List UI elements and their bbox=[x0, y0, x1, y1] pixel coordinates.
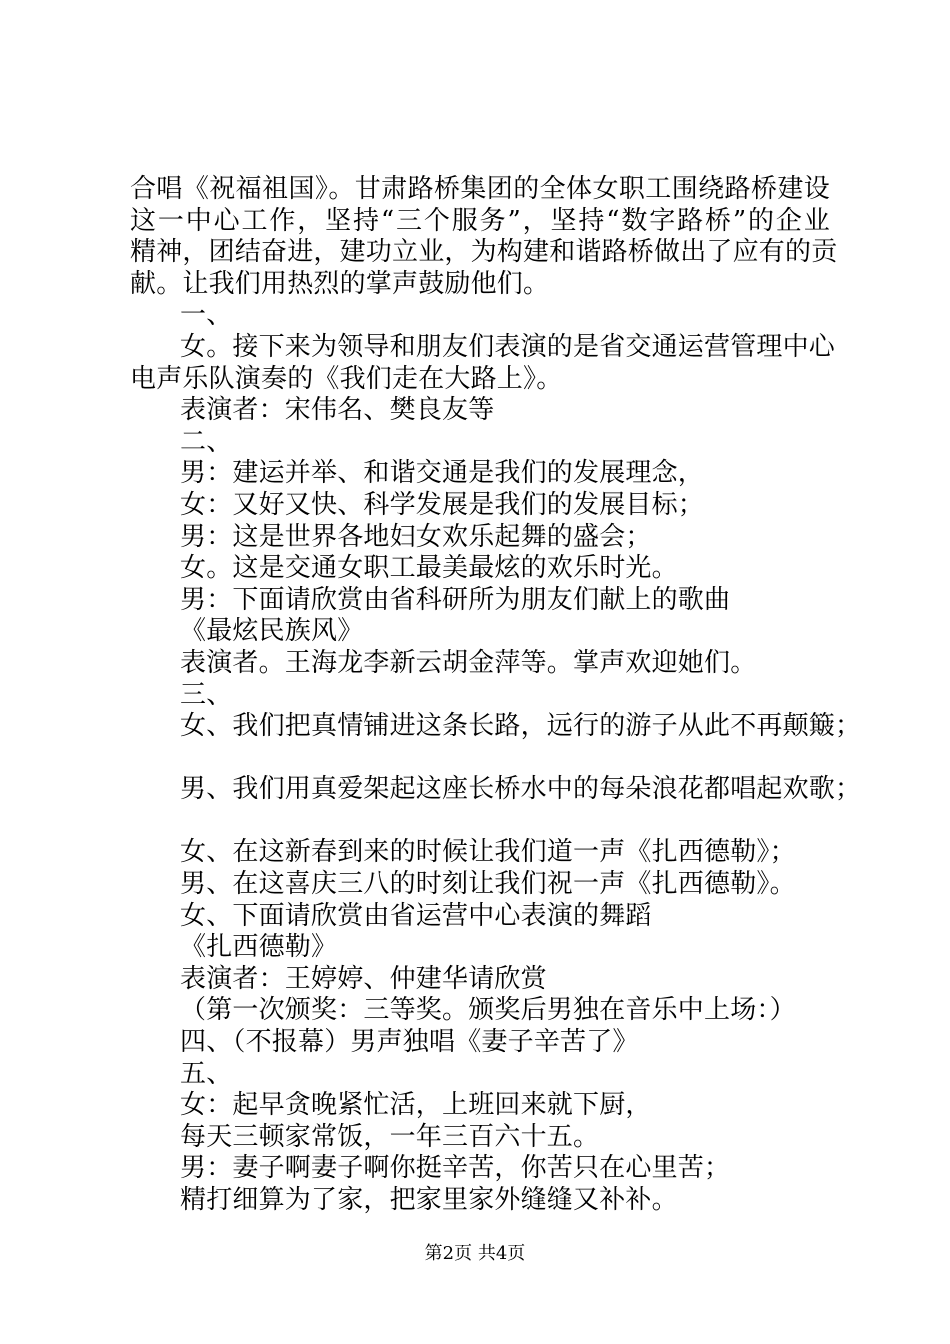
text-line: 男、在这喜庆三八的时刻让我们祝一声《扎西德勒》。 bbox=[180, 869, 796, 900]
text-line: 男：下面请欣赏由省科研所为朋友们献上的歌曲 bbox=[180, 584, 731, 615]
text-line: 这一中心工作，坚持“三个服务”，坚持“数字路桥”的企业 bbox=[130, 205, 830, 236]
song-title: 《最炫民族风》 bbox=[180, 616, 364, 647]
section-heading-3: 三、 bbox=[180, 679, 233, 710]
text-line: 男、我们用真爱架起这座长桥水中的每朵浪花都唱起欢歌； bbox=[180, 774, 862, 805]
text-line: 女、在这新春到来的时候让我们道一声《扎西德勒》； bbox=[180, 837, 796, 868]
dance-title: 《扎西德勒》 bbox=[180, 932, 338, 963]
stage-direction: （第一次颁奖：三等奖。颁奖后男独在音乐中上场：） bbox=[180, 995, 796, 1026]
blank-line bbox=[130, 743, 830, 775]
text-line: 精神，团结奋进，建功立业，为构建和谐路桥做出了应有的贡 bbox=[130, 237, 838, 268]
text-line: 献。让我们用热烈的掌声鼓励他们。 bbox=[130, 268, 550, 299]
document-body bbox=[130, 174, 862, 1217]
text-line: 男：妻子啊妻子啊你挺辛苦，你苦只在心里苦； bbox=[180, 1153, 731, 1184]
section-heading-4: 四、（不报幕）男声独唱《妻子辛苦了》 bbox=[180, 1027, 639, 1058]
performer-line: 表演者：宋伟名、樊良友等 bbox=[180, 395, 495, 426]
section-heading-5: 五、 bbox=[180, 1058, 233, 1089]
text-line: 男：这是世界各地妇女欢乐起舞的盛会； bbox=[180, 521, 652, 552]
text-line: 合唱《祝福祖国》。甘肃路桥集团的全体女职工围绕路桥建设 bbox=[130, 174, 830, 204]
text-line: 女、下面请欣赏由省运营中心表演的舞蹈 bbox=[180, 900, 652, 931]
section-heading-1: 一、 bbox=[180, 300, 233, 331]
performer-line: 表演者：王婷婷、仲建华请欣赏 bbox=[180, 963, 547, 994]
text-line: 精打细算为了家，把家里家外缝缝又补补。 bbox=[180, 1185, 678, 1215]
blank-line bbox=[130, 806, 830, 838]
text-line: 女。这是交通女职工最美最炫的欢乐时光。 bbox=[180, 553, 678, 584]
section-heading-2: 二、 bbox=[180, 426, 233, 457]
text-line: 女、我们把真情铺进这条长路，远行的游子从此不再颠簸； bbox=[180, 711, 862, 742]
text-line: 女：又好又快、科学发展是我们的发展目标； bbox=[180, 489, 705, 520]
text-line: 男：建运并举、和谐交通是我们的发展理念， bbox=[180, 458, 705, 489]
text-line: 电声乐队演奏的《我们走在大路上》。 bbox=[130, 363, 563, 394]
text-line: 女：起早贪晚紧忙活，上班回来就下厨， bbox=[180, 1090, 652, 1121]
performer-line: 表演者。王海龙李新云胡金萍等。掌声欢迎她们。 bbox=[180, 647, 757, 678]
text-line: 每天三顿家常饭，一年三百六十五。 bbox=[180, 1121, 600, 1152]
text-line: 女。接下来为领导和朋友们表演的是省交通运营管理中心 bbox=[180, 331, 836, 362]
page-number-footer: 第2页 共4页 bbox=[424, 1243, 526, 1264]
